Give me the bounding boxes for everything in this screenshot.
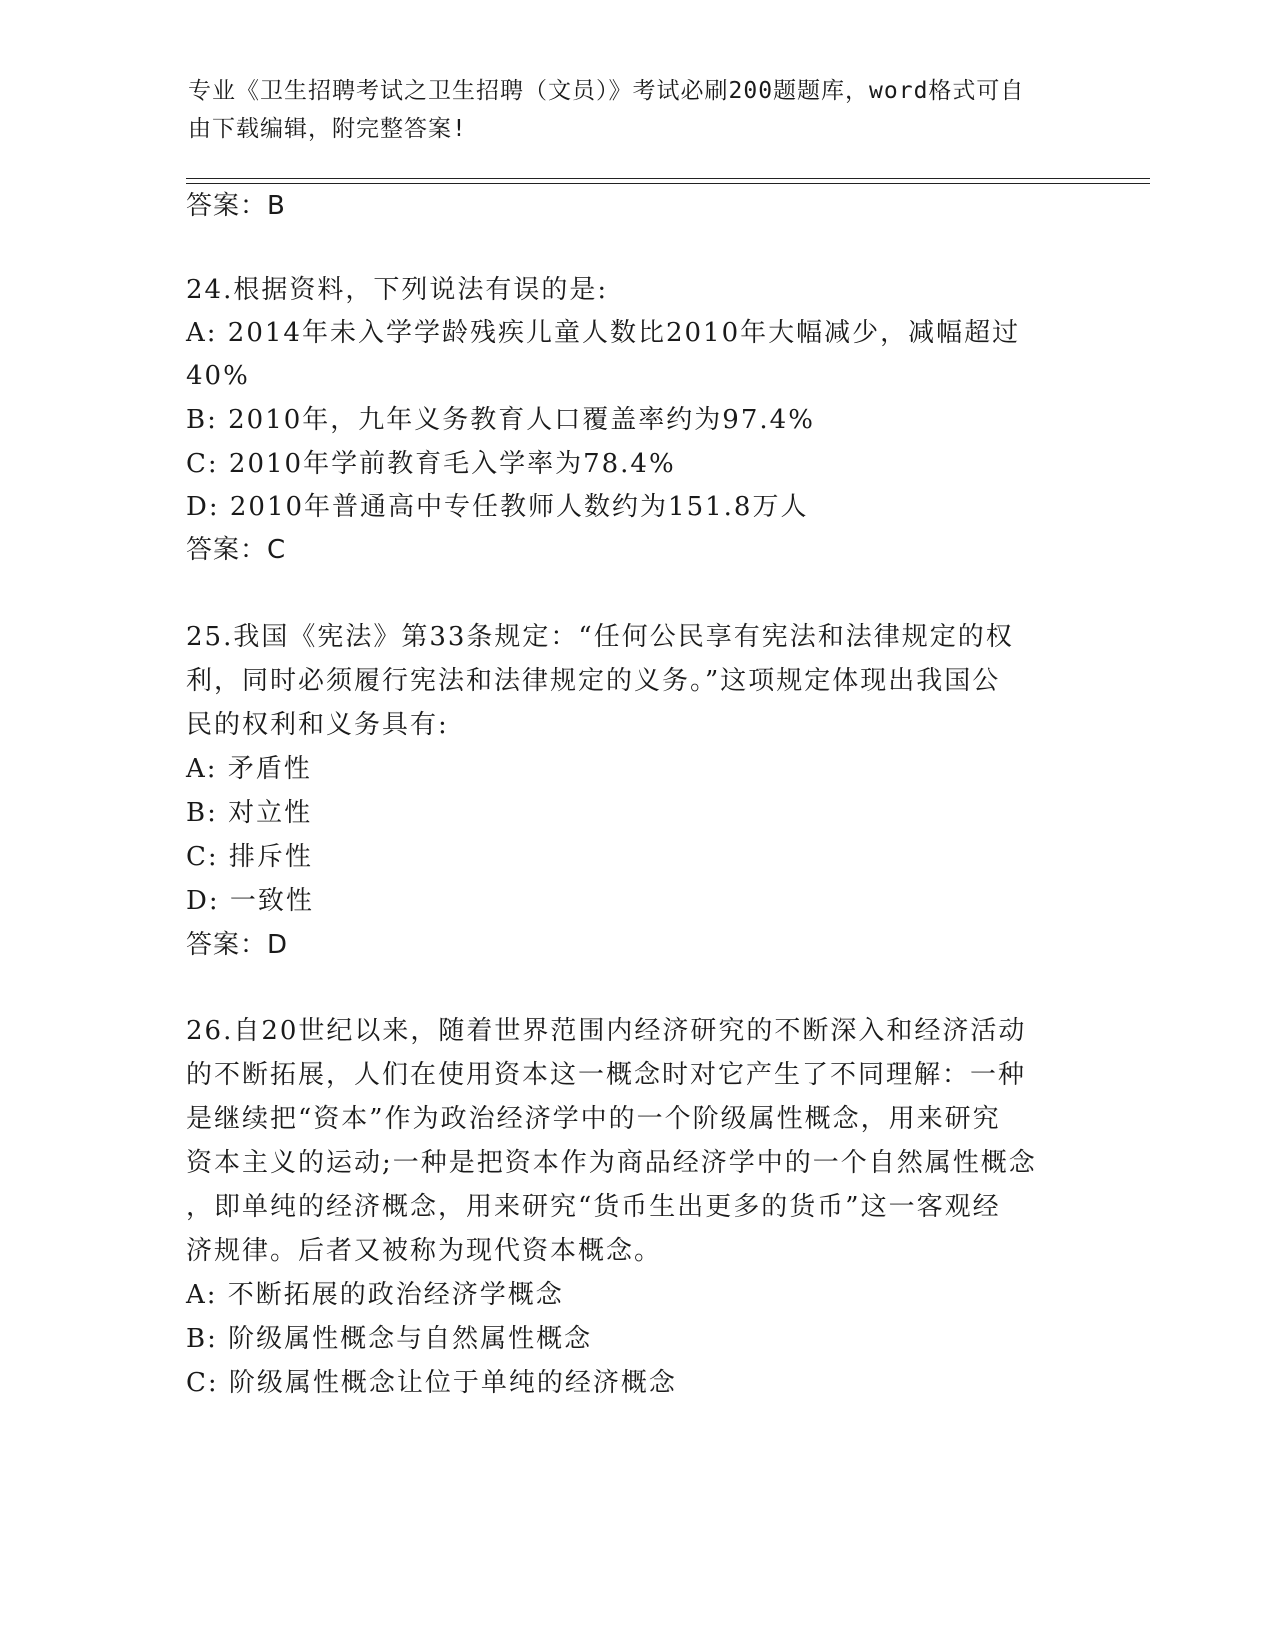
question-25-option-c: C: 排斥性 [186, 842, 313, 872]
question-25-option-a: A: 矛盾性 [186, 754, 312, 784]
question-26-stem-1: 26.自20世纪以来，随着世界范围内经济研究的不断深入和经济活动 [186, 1016, 1027, 1046]
header-line-1: 专业《卫生招聘考试之卫生招聘（文员）》考试必刷200题题库，word格式可自 [188, 78, 1025, 104]
header-rule-bottom [186, 183, 1150, 184]
question-24-option-a: A: 2014年未入学学龄残疾儿童人数比2010年大幅减少，减幅超过 [186, 318, 1021, 348]
answer-25: 答案：D [186, 930, 289, 960]
question-26-option-a: A: 不断拓展的政治经济学概念 [186, 1280, 564, 1310]
header-line-2: 由下载编辑，附完整答案! [188, 116, 467, 142]
question-25-option-d: D: 一致性 [186, 886, 314, 916]
question-26-option-c: C: 阶级属性概念让位于单纯的经济概念 [186, 1368, 677, 1398]
question-26-option-b: B: 阶级属性概念与自然属性概念 [186, 1324, 593, 1354]
question-26-stem-3: 是继续把“资本”作为政治经济学中的一个阶级属性概念，用来研究 [186, 1104, 1001, 1134]
question-26-stem-4: 资本主义的运动;一种是把资本作为商品经济学中的一个自然属性概念 [186, 1148, 1037, 1178]
question-24-option-c: C: 2010年学前教育毛入学率为78.4% [186, 449, 676, 479]
question-26-stem-6: 济规律。后者又被称为现代资本概念。 [186, 1236, 663, 1266]
question-24-stem: 24.根据资料，下列说法有误的是: [186, 275, 609, 305]
question-24-option-a-cont: 40% [186, 361, 250, 391]
answer-23: 答案：B [186, 191, 286, 221]
header-rule-top [186, 178, 1150, 179]
page-header [188, 72, 1068, 148]
question-24-option-d: D: 2010年普通高中专任教师人数约为151.8万人 [186, 492, 809, 522]
question-24-option-b: B: 2010年，九年义务教育人口覆盖率约为97.4% [186, 405, 815, 435]
question-25-stem-3: 民的权利和义务具有: [186, 710, 449, 740]
question-26-stem-5: ，即单纯的经济概念，用来研究“货币生出更多的货币”这一客观经 [186, 1192, 1001, 1222]
answer-24: 答案：C [186, 535, 287, 565]
question-25-stem-2: 利，同时必须履行宪法和法律规定的义务。”这项规定体现出我国公 [186, 666, 1001, 696]
question-25-stem-1: 25.我国《宪法》第33条规定：“任何公民享有宪法和法律规定的权 [186, 622, 1014, 652]
question-26-stem-2: 的不断拓展，人们在使用资本这一概念时对它产生了不同理解：一种 [186, 1060, 1027, 1090]
question-25-option-b: B: 对立性 [186, 798, 313, 828]
